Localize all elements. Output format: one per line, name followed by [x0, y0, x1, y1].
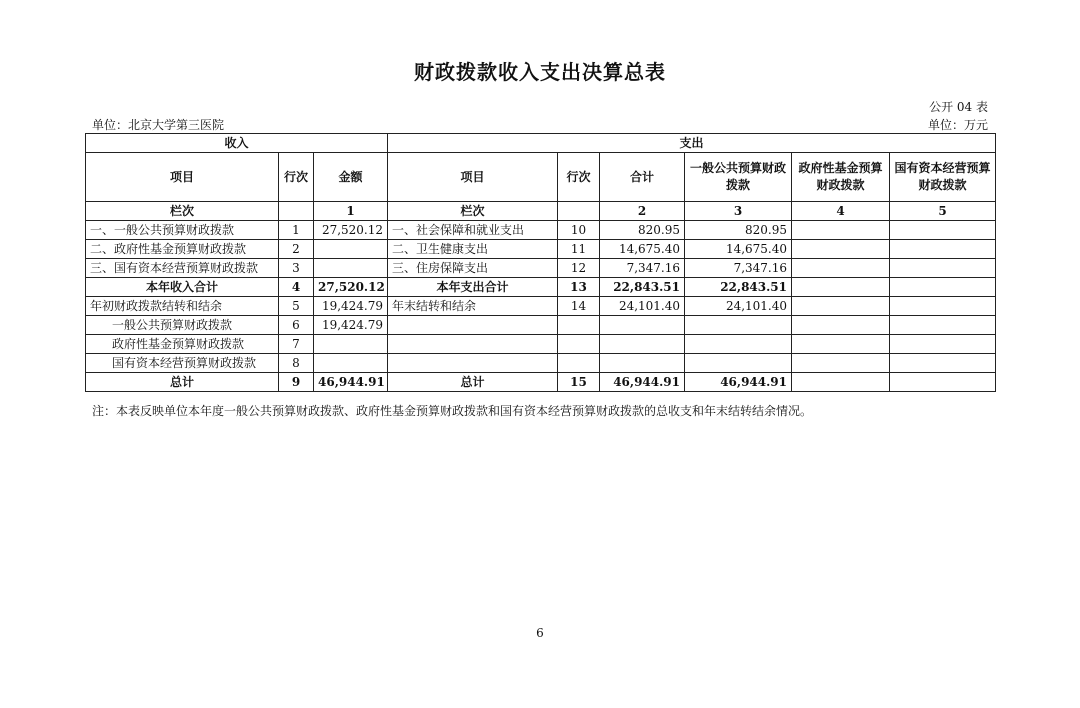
column-index-row — [86, 202, 996, 221]
table-note: 注：本表反映单位本年度一般公共预算财政拨款、政府性基金预算财政拨款和国有资本经营预算财政拨款的总收支和年末结转结余情况。 — [92, 404, 813, 418]
income-row-no-header: 行次 — [279, 153, 314, 202]
column-index-1: 1 — [314, 202, 388, 221]
table-row — [86, 240, 996, 259]
general-budget-cell: 820.95 — [685, 221, 792, 240]
expense-row-no-cell: 10 — [558, 221, 600, 240]
income-row-no-cell: 4 — [279, 278, 314, 297]
table-row — [86, 297, 996, 316]
income-amount-cell — [314, 354, 388, 373]
expense-row-no-cell: 14 — [558, 297, 600, 316]
table-row — [86, 259, 996, 278]
income-item-cell: 年初财政拨款结转和结余 — [86, 297, 279, 316]
income-row-no-cell: 2 — [279, 240, 314, 259]
expense-total-cell: 46,944.91 — [600, 373, 685, 392]
expense-total-cell — [600, 354, 685, 373]
income-amount-cell: 27,520.12 — [314, 221, 388, 240]
column-index-label: 栏次 — [388, 202, 558, 221]
soe-budget-cell — [890, 240, 996, 259]
expense-total-cell: 820.95 — [600, 221, 685, 240]
income-amount-header: 金额 — [314, 153, 388, 202]
soe-budget-cell — [890, 259, 996, 278]
expense-item-cell: 本年支出合计 — [388, 278, 558, 297]
general-budget-cell: 46,944.91 — [685, 373, 792, 392]
general-budget-header: 一般公共预算财政拨款 — [685, 153, 792, 202]
soe-budget-cell — [890, 335, 996, 354]
expense-item-cell — [388, 316, 558, 335]
form-code: 公开 04 表 — [929, 100, 988, 114]
income-item-cell: 政府性基金预算财政拨款 — [86, 335, 279, 354]
fund-budget-cell — [792, 278, 890, 297]
general-budget-cell: 7,347.16 — [685, 259, 792, 278]
table-row — [86, 335, 996, 354]
table-row — [86, 316, 996, 335]
income-item-cell: 一般公共预算财政拨款 — [86, 316, 279, 335]
fund-budget-cell — [792, 259, 890, 278]
table-body — [86, 221, 996, 392]
expense-row-no-cell — [558, 354, 600, 373]
expense-row-no-header: 行次 — [558, 153, 600, 202]
fund-budget-cell — [792, 297, 890, 316]
expense-item-cell: 二、卫生健康支出 — [388, 240, 558, 259]
income-item-cell: 一、一般公共预算财政拨款 — [86, 221, 279, 240]
income-item-header: 项目 — [86, 153, 279, 202]
income-row-no-cell: 1 — [279, 221, 314, 240]
expense-item-cell: 总计 — [388, 373, 558, 392]
soe-budget-cell — [890, 354, 996, 373]
expense-row-no-cell: 15 — [558, 373, 600, 392]
soe-budget-cell — [890, 373, 996, 392]
soe-budget-header: 国有资本经营预算财政拨款 — [890, 153, 996, 202]
expense-total-cell — [600, 335, 685, 354]
soe-budget-cell — [890, 316, 996, 335]
income-amount-cell — [314, 240, 388, 259]
income-item-cell: 总计 — [86, 373, 279, 392]
column-index-4: 4 — [792, 202, 890, 221]
expense-item-header: 项目 — [388, 153, 558, 202]
income-row-no-cell: 7 — [279, 335, 314, 354]
table-cell — [558, 202, 600, 221]
page-number: 6 — [536, 626, 544, 640]
expense-row-no-cell: 13 — [558, 278, 600, 297]
soe-budget-cell — [890, 278, 996, 297]
table-row — [86, 221, 996, 240]
income-row-no-cell: 9 — [279, 373, 314, 392]
income-item-cell: 国有资本经营预算财政拨款 — [86, 354, 279, 373]
section-header-row — [86, 134, 996, 153]
income-amount-cell: 19,424.79 — [314, 297, 388, 316]
income-row-no-cell: 3 — [279, 259, 314, 278]
expense-total-header: 合计 — [600, 153, 685, 202]
fund-budget-cell — [792, 221, 890, 240]
table-row — [86, 278, 996, 297]
expense-total-cell: 24,101.40 — [600, 297, 685, 316]
soe-budget-cell — [890, 221, 996, 240]
general-budget-cell: 14,675.40 — [685, 240, 792, 259]
currency-unit: 单位：万元 — [927, 118, 988, 132]
income-amount-cell — [314, 259, 388, 278]
income-row-no-cell: 5 — [279, 297, 314, 316]
general-budget-cell — [685, 335, 792, 354]
expense-total-cell: 22,843.51 — [600, 278, 685, 297]
fund-budget-header: 政府性基金预算财政拨款 — [792, 153, 890, 202]
income-section-header: 收入 — [86, 134, 388, 153]
general-budget-cell: 22,843.51 — [685, 278, 792, 297]
column-header-row — [86, 153, 996, 202]
income-item-cell: 三、国有资本经营预算财政拨款 — [86, 259, 279, 278]
income-item-cell: 本年收入合计 — [86, 278, 279, 297]
expense-total-cell — [600, 316, 685, 335]
general-budget-cell: 24,101.40 — [685, 297, 792, 316]
expense-item-cell — [388, 354, 558, 373]
income-row-no-cell: 6 — [279, 316, 314, 335]
expense-section-header: 支出 — [388, 134, 996, 153]
fund-budget-cell — [792, 335, 890, 354]
income-amount-cell: 27,520.12 — [314, 278, 388, 297]
income-amount-cell: 46,944.91 — [314, 373, 388, 392]
expense-item-cell: 年末结转和结余 — [388, 297, 558, 316]
fund-budget-cell — [792, 240, 890, 259]
expense-item-cell — [388, 335, 558, 354]
column-index-5: 5 — [890, 202, 996, 221]
reporting-unit: 单位：北京大学第三医院 — [92, 118, 225, 132]
fund-budget-cell — [792, 316, 890, 335]
table-row — [86, 373, 996, 392]
expense-item-cell: 一、社会保障和就业支出 — [388, 221, 558, 240]
expense-item-cell: 三、住房保障支出 — [388, 259, 558, 278]
budget-summary-table — [85, 133, 996, 392]
column-index-3: 3 — [685, 202, 792, 221]
income-amount-cell: 19,424.79 — [314, 316, 388, 335]
table-row — [86, 354, 996, 373]
expense-total-cell: 14,675.40 — [600, 240, 685, 259]
table-cell — [279, 202, 314, 221]
income-amount-cell — [314, 335, 388, 354]
income-row-no-cell: 8 — [279, 354, 314, 373]
fund-budget-cell — [792, 373, 890, 392]
soe-budget-cell — [890, 297, 996, 316]
general-budget-cell — [685, 316, 792, 335]
column-index-2: 2 — [600, 202, 685, 221]
expense-total-cell: 7,347.16 — [600, 259, 685, 278]
expense-row-no-cell — [558, 335, 600, 354]
column-index-label: 栏次 — [86, 202, 279, 221]
fund-budget-cell — [792, 354, 890, 373]
income-item-cell: 二、政府性基金预算财政拨款 — [86, 240, 279, 259]
document-title: 财政拨款收入支出决算总表 — [414, 60, 666, 84]
expense-row-no-cell — [558, 316, 600, 335]
expense-row-no-cell: 12 — [558, 259, 600, 278]
general-budget-cell — [685, 354, 792, 373]
expense-row-no-cell: 11 — [558, 240, 600, 259]
